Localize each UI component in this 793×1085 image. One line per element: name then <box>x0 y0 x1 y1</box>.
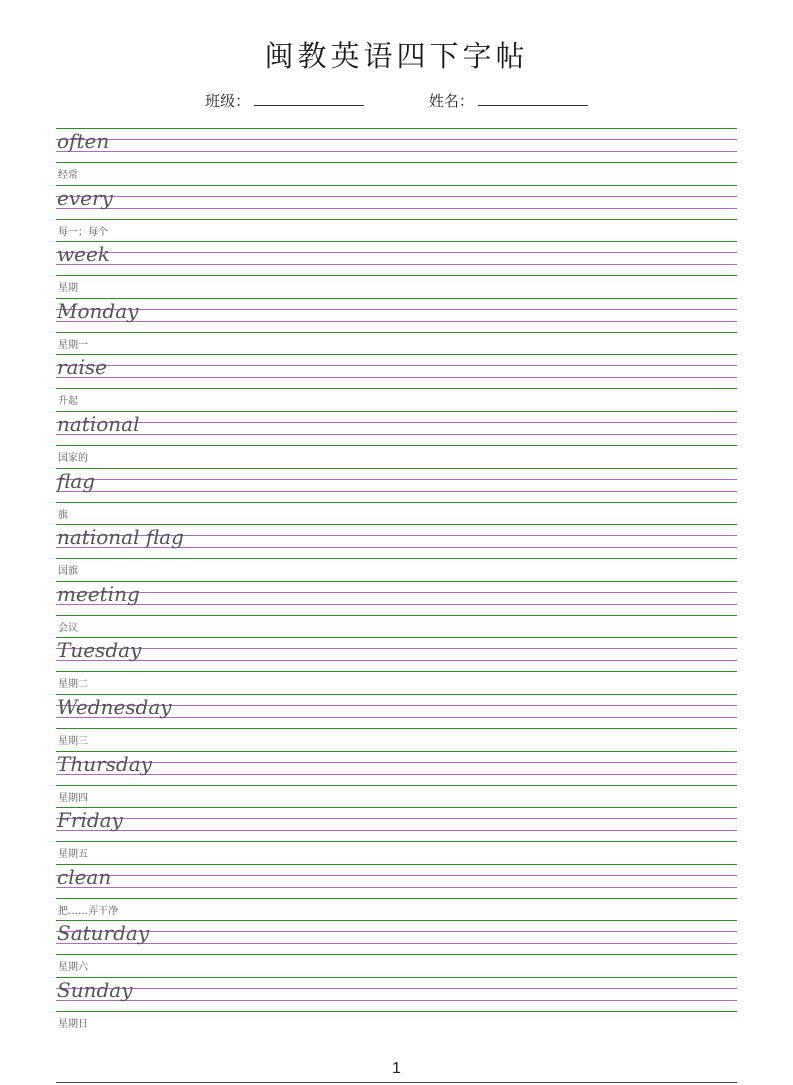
purple-rule <box>56 151 737 152</box>
purple-rule <box>56 264 737 265</box>
purple-rule <box>56 365 737 366</box>
english-word: flag <box>57 468 96 493</box>
purple-rule <box>56 434 737 435</box>
purple-rule <box>56 830 737 831</box>
green-rule <box>56 388 737 389</box>
green-rule <box>56 615 737 616</box>
green-rule <box>56 241 737 242</box>
purple-rule <box>56 988 737 989</box>
green-rule <box>56 354 737 355</box>
green-rule <box>56 298 737 299</box>
four-line-band <box>56 694 737 728</box>
purple-rule <box>56 491 737 492</box>
purple-rule <box>56 479 737 480</box>
green-rule <box>56 785 737 786</box>
english-word: national <box>57 411 140 436</box>
english-word: meeting <box>57 581 140 606</box>
english-word: Sunday <box>57 977 133 1002</box>
chinese-meaning: 星期六 <box>58 962 88 974</box>
copybook-row <box>56 185 737 242</box>
purple-rule <box>56 887 737 888</box>
chinese-meaning: 国家的 <box>58 452 88 464</box>
green-rule <box>56 977 737 978</box>
green-rule <box>56 751 737 752</box>
page-number: 1 <box>392 1060 401 1077</box>
four-line-band <box>56 977 737 1011</box>
name-label: 姓名： <box>428 92 474 110</box>
copybook-row <box>56 637 737 694</box>
purple-rule <box>56 1000 737 1001</box>
green-rule <box>56 502 737 503</box>
purple-rule <box>56 252 737 253</box>
english-word: Friday <box>57 808 123 833</box>
purple-rule <box>56 196 737 197</box>
green-rule <box>56 581 737 582</box>
chinese-meaning: 星期二 <box>58 679 88 691</box>
chinese-meaning: 会议 <box>58 622 78 634</box>
green-rule <box>56 185 737 186</box>
page-title: 闽教英语四下字帖 <box>264 39 529 73</box>
chinese-meaning: 星期 <box>58 283 78 295</box>
english-word: Tuesday <box>57 638 142 663</box>
chinese-meaning: 国旗 <box>58 566 78 578</box>
copybook-row <box>56 581 737 638</box>
english-word: Saturday <box>57 921 150 946</box>
four-line-band <box>56 411 737 445</box>
chinese-meaning: 升起 <box>58 396 78 408</box>
english-word: Wednesday <box>57 694 172 719</box>
footer-divider <box>56 1082 737 1083</box>
chinese-meaning: 星期四 <box>58 792 88 804</box>
four-line-band <box>56 128 737 162</box>
green-rule <box>56 671 737 672</box>
green-rule <box>56 637 737 638</box>
english-word: every <box>57 185 113 210</box>
english-word: Monday <box>57 298 139 323</box>
copybook-row <box>56 751 737 808</box>
four-line-band <box>56 241 737 275</box>
copybook-row <box>56 977 737 1034</box>
copybook-row <box>56 694 737 751</box>
four-line-band <box>56 581 737 615</box>
chinese-meaning: 旗 <box>58 509 68 521</box>
purple-rule <box>56 818 737 819</box>
green-rule <box>56 898 737 899</box>
purple-rule <box>56 377 737 378</box>
purple-rule <box>56 321 737 322</box>
four-line-band <box>56 751 737 785</box>
copybook-row <box>56 411 737 468</box>
chinese-meaning: 经常 <box>58 170 78 181</box>
copybook-row <box>56 468 737 525</box>
class-blank[interactable] <box>254 91 364 106</box>
copybook-row <box>56 524 737 581</box>
four-line-band <box>56 920 737 954</box>
green-rule <box>56 558 737 559</box>
copybook-row <box>56 807 737 864</box>
class-field <box>205 90 364 111</box>
purple-rule <box>56 592 737 593</box>
copybook-row <box>56 128 737 185</box>
purple-rule <box>56 875 737 876</box>
purple-rule <box>56 422 737 423</box>
chinese-meaning: 星期一 <box>58 339 88 351</box>
four-line-band <box>56 637 737 671</box>
student-info <box>0 90 793 111</box>
four-line-band <box>56 807 737 841</box>
chinese-meaning: 星期五 <box>58 849 88 861</box>
green-rule <box>56 162 737 163</box>
purple-rule <box>56 208 737 209</box>
english-word: clean <box>57 864 112 889</box>
purple-rule <box>56 604 737 605</box>
green-rule <box>56 128 737 129</box>
green-rule <box>56 807 737 808</box>
english-word: national flag <box>57 525 184 550</box>
copybook-row <box>56 298 737 355</box>
name-blank[interactable] <box>478 91 588 106</box>
four-line-band <box>56 468 737 502</box>
green-rule <box>56 728 737 729</box>
purple-rule <box>56 309 737 310</box>
name-field <box>429 90 588 111</box>
green-rule <box>56 864 737 865</box>
green-rule <box>56 445 737 446</box>
english-word: week <box>57 242 110 267</box>
green-rule <box>56 954 737 955</box>
green-rule <box>56 468 737 469</box>
english-word: Thursday <box>57 751 152 776</box>
copybook-sheet <box>56 128 737 1034</box>
purple-rule <box>56 139 737 140</box>
purple-rule <box>56 931 737 932</box>
chinese-meaning: 星期日 <box>58 1018 88 1030</box>
four-line-band <box>56 185 737 219</box>
purple-rule <box>56 774 737 775</box>
green-rule <box>56 1011 737 1012</box>
purple-rule <box>56 762 737 763</box>
chinese-meaning: 每一；每个 <box>58 226 108 238</box>
copybook-row <box>56 241 737 298</box>
purple-rule <box>56 648 737 649</box>
green-rule <box>56 332 737 333</box>
copybook-row <box>56 354 737 411</box>
green-rule <box>56 920 737 921</box>
chinese-meaning: 把……弄干净 <box>58 905 118 917</box>
chinese-meaning: 星期三 <box>58 735 88 747</box>
four-line-band <box>56 864 737 898</box>
green-rule <box>56 275 737 276</box>
four-line-band <box>56 524 737 558</box>
copybook-row <box>56 864 737 921</box>
green-rule <box>56 411 737 412</box>
purple-rule <box>56 943 737 944</box>
english-word: raise <box>57 355 107 380</box>
copybook-row <box>56 920 737 977</box>
english-word: often <box>57 129 110 153</box>
green-rule <box>56 841 737 842</box>
four-line-band <box>56 354 737 388</box>
green-rule <box>56 219 737 220</box>
purple-rule <box>56 660 737 661</box>
four-line-band <box>56 298 737 332</box>
class-label: 班级： <box>205 92 251 110</box>
